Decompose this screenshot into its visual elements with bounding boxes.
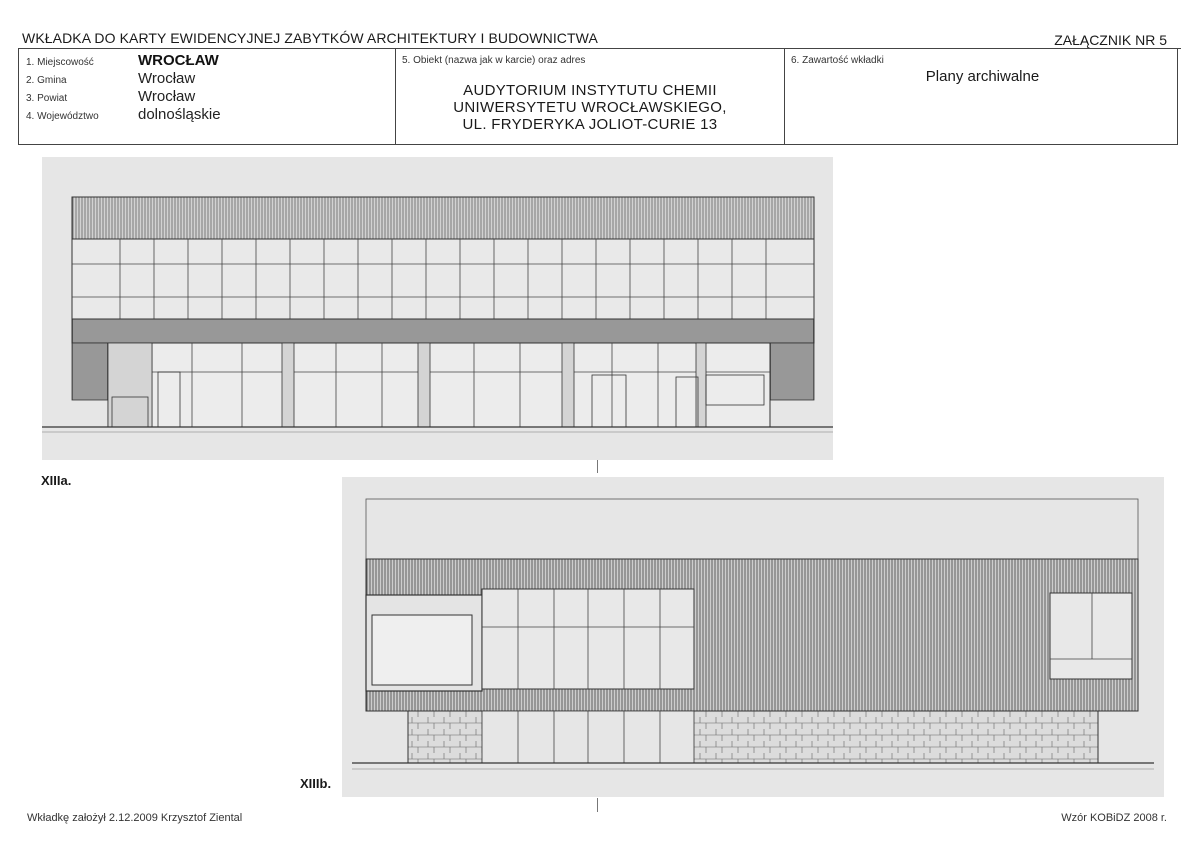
- center-tick-mark: [597, 460, 598, 473]
- footer-author: Wkładkę założył 2.12.2009 Krzysztof Ziental: [27, 812, 243, 824]
- elevation-drawing-xiiia: [42, 157, 833, 460]
- document-title: WKŁADKA DO KARTY EWIDENCYJNEJ ZABYTKÓW ARCHITEKTURY I BUDOWNICTWA: [22, 30, 598, 46]
- contents-label: 6. Zawartość wkładki: [791, 55, 884, 66]
- field-label-miejscowosc: 1. Miejscowość: [26, 57, 94, 68]
- bottom-tick-mark: [597, 798, 598, 812]
- figure-label-xiiib: XIIIb.: [300, 776, 332, 791]
- object-label: 5. Obiekt (nazwa jak w karcie) oraz adres: [402, 55, 586, 66]
- object-line-1: AUDYTORIUM INSTYTUTU CHEMII: [463, 82, 717, 99]
- field-value-wojewodztwo: dolnośląskie: [138, 106, 221, 123]
- contents-value: Plany archiwalne: [925, 68, 1040, 85]
- figure-label-xiiia: XIIIa.: [41, 473, 72, 488]
- object-line-3: UL. FRYDERYKA JOLIOT-CURIE 13: [462, 116, 718, 133]
- elevation-drawing-xiiib: [342, 477, 1164, 797]
- field-label-gmina: 2. Gmina: [26, 75, 67, 86]
- object-line-2: UNIWERSYTETU WROCŁAWSKIEGO,: [453, 99, 727, 116]
- field-label-powiat: 3. Powiat: [26, 93, 68, 104]
- field-value-powiat: Wrocław: [138, 88, 196, 105]
- field-value-gmina: Wrocław: [138, 70, 196, 87]
- field-label-wojewodztwo: 4. Województwo: [26, 111, 99, 122]
- elevation-xiiia-svg: [42, 157, 833, 460]
- field-value-miejscowosc: WROCŁAW: [138, 52, 219, 69]
- object-address: [395, 82, 785, 133]
- annex-number: ZAŁĄCZNIK NR 5: [1054, 32, 1167, 48]
- elevation-xiiib-svg: [342, 477, 1164, 797]
- footer-template: Wzór KOBiDZ 2008 r.: [1061, 812, 1167, 824]
